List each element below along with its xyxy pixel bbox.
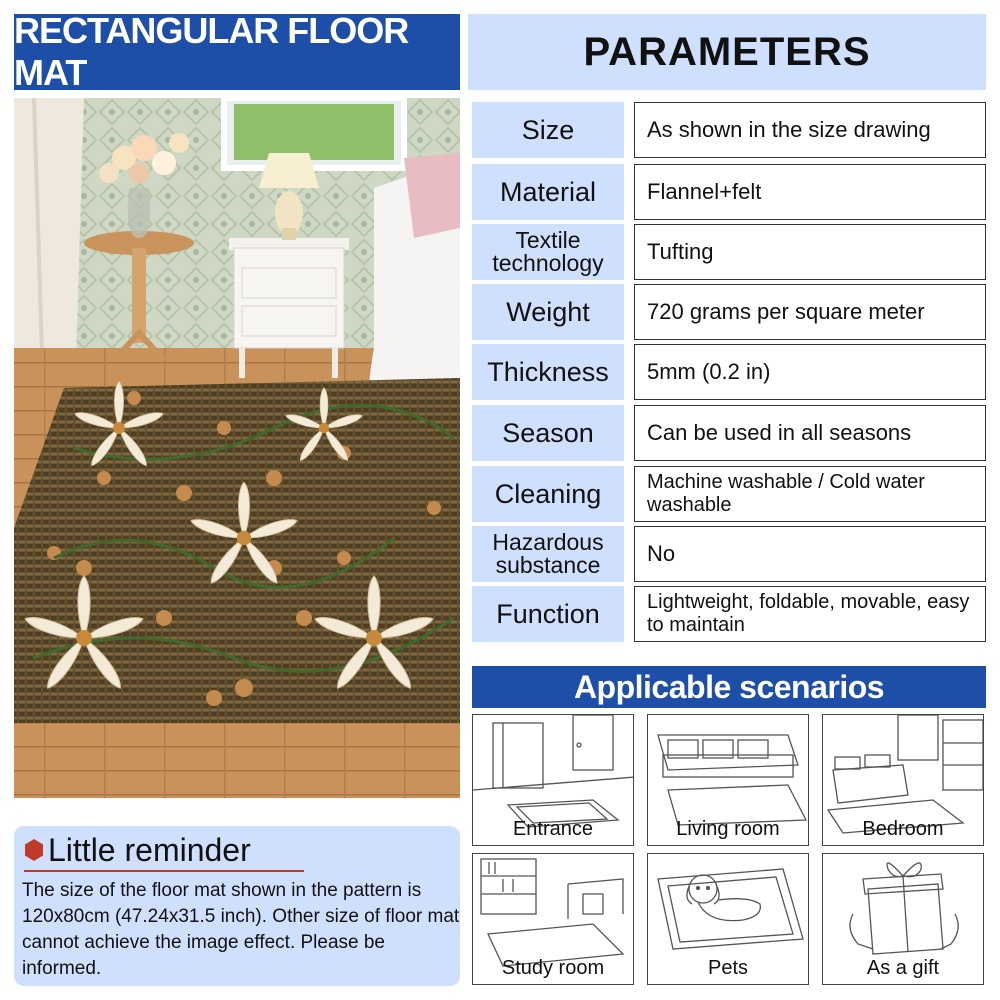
param-label-hazardous-substance: Hazardous substance	[472, 526, 624, 582]
scenario-label: As a gift	[866, 957, 940, 979]
product-title: RECTANGULAR FLOOR MAT	[14, 14, 460, 90]
scenario-pets	[647, 853, 809, 985]
param-value-function: Lightweight, foldable, movable, easy to maintain	[634, 586, 986, 642]
param-label-textile-technology: Textile technology	[472, 224, 624, 280]
product-photo	[14, 98, 460, 798]
param-value-weight: 720 grams per square meter	[634, 284, 986, 340]
param-label-material: Material	[472, 164, 624, 220]
scenario-living-room	[647, 714, 809, 846]
param-value-material: Flannel+felt	[634, 164, 986, 220]
param-label-cleaning: Cleaning	[472, 466, 624, 522]
param-value-cleaning: Machine washable / Cold water washable	[634, 466, 986, 522]
scenario-label: Entrance	[512, 818, 594, 840]
reminder-box	[14, 826, 460, 986]
scenario-label: Living room	[676, 818, 780, 840]
scenario-gift	[822, 853, 984, 985]
reminder-text: The size of the floor mat shown in the pattern is 120x80cm (47.24x31.5 inch). Other size of floor mat cannot achieve the image effect. Please be informed.	[22, 880, 460, 979]
scenarios-title: Applicable scenarios	[472, 666, 986, 708]
reminder-title: Little reminder	[48, 832, 251, 868]
param-label-size: Size	[472, 102, 624, 158]
param-label-weight: Weight	[472, 284, 624, 340]
param-label-thickness: Thickness	[472, 344, 624, 400]
param-label-function: Function	[472, 586, 624, 642]
scenario-study-room	[472, 853, 634, 985]
bedroom-rug-photo	[14, 98, 460, 798]
red-hexagon-icon	[24, 839, 44, 861]
scenario-label: Bedroom	[862, 818, 944, 840]
parameters-title: PARAMETERS	[468, 14, 986, 90]
param-value-thickness: 5mm (0.2 in)	[634, 344, 986, 400]
param-value-size: As shown in the size drawing	[634, 102, 986, 158]
scenario-label: Pets	[707, 957, 749, 979]
param-label-season: Season	[472, 405, 624, 461]
reminder-underline	[24, 870, 304, 872]
scenario-entrance	[472, 714, 634, 846]
param-value-textile-technology: Tufting	[634, 224, 986, 280]
scenario-bedroom	[822, 714, 984, 846]
scenario-label: Study room	[501, 957, 605, 979]
param-value-season: Can be used in all seasons	[634, 405, 986, 461]
param-value-hazardous-substance: No	[634, 526, 986, 582]
